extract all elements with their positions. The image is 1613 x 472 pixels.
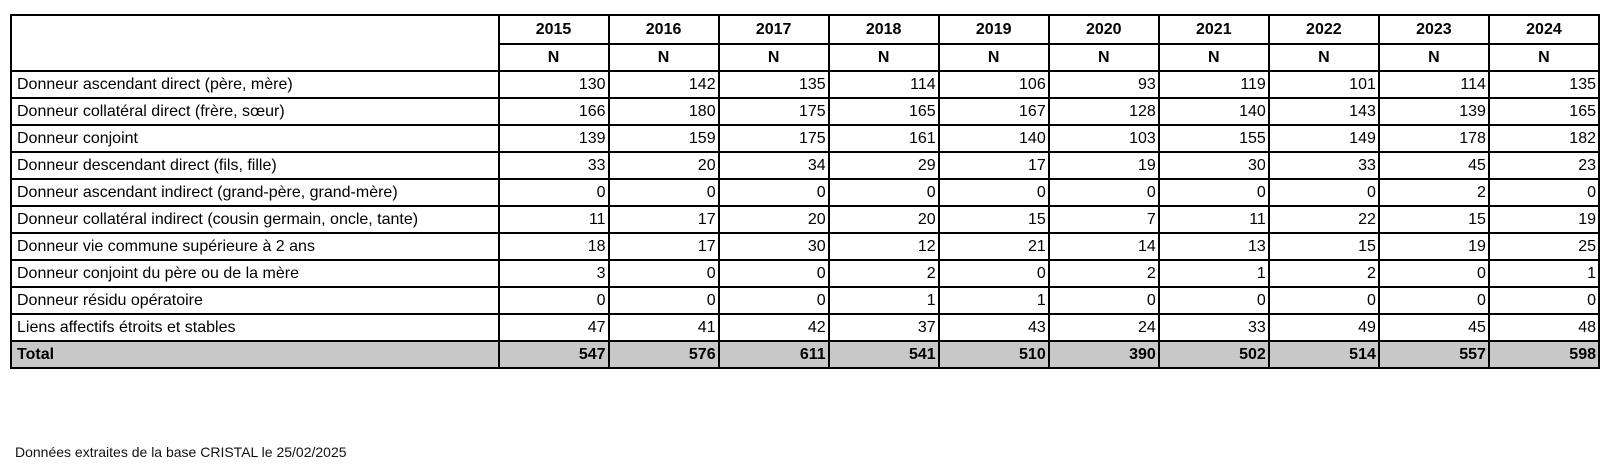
value-cell: 0 [499,179,609,206]
unit-header-cell: N [1159,44,1269,71]
value-cell: 41 [609,314,719,341]
value-cell: 180 [609,98,719,125]
value-cell: 25 [1489,233,1599,260]
unit-header-cell: N [499,44,609,71]
year-header-2015: 2015 [499,15,609,44]
row-label: Donneur vie commune supérieure à 2 ans [11,233,499,260]
value-cell: 130 [499,71,609,98]
table-row [11,260,1599,287]
value-cell: 142 [609,71,719,98]
row-label: Liens affectifs étroits et stables [11,314,499,341]
table-row [11,152,1599,179]
value-cell: 175 [719,98,829,125]
value-cell: 15 [1269,233,1379,260]
source-footnote: Données extraites de la base CRISTAL le 25/02/2025 [15,444,347,460]
value-cell: 0 [499,287,609,314]
value-cell: 103 [1049,125,1159,152]
value-cell: 182 [1489,125,1599,152]
value-cell: 167 [939,98,1049,125]
value-cell: 0 [1489,287,1599,314]
value-cell: 15 [1379,206,1489,233]
total-value-cell: 510 [939,341,1049,368]
value-cell: 128 [1049,98,1159,125]
value-cell: 23 [1489,152,1599,179]
value-cell: 45 [1379,152,1489,179]
value-cell: 165 [1489,98,1599,125]
value-cell: 106 [939,71,1049,98]
header-corner-cell [11,15,499,71]
year-header-2022: 2022 [1269,15,1379,44]
value-cell: 30 [1159,152,1269,179]
value-cell: 34 [719,152,829,179]
value-cell: 20 [609,152,719,179]
value-cell: 7 [1049,206,1159,233]
value-cell: 175 [719,125,829,152]
value-cell: 2 [1269,260,1379,287]
value-cell: 161 [829,125,939,152]
total-value-cell: 557 [1379,341,1489,368]
table-body [11,71,1599,368]
value-cell: 0 [1269,287,1379,314]
value-cell: 2 [1379,179,1489,206]
value-cell: 140 [939,125,1049,152]
value-cell: 0 [609,287,719,314]
value-cell: 135 [1489,71,1599,98]
value-cell: 20 [829,206,939,233]
value-cell: 0 [1379,260,1489,287]
value-cell: 1 [1159,260,1269,287]
total-value-cell: 611 [719,341,829,368]
value-cell: 47 [499,314,609,341]
unit-header-cell: N [1489,44,1599,71]
value-cell: 139 [1379,98,1489,125]
row-label: Donneur conjoint [11,125,499,152]
value-cell: 30 [719,233,829,260]
table-header [11,15,1599,71]
value-cell: 3 [499,260,609,287]
row-label: Donneur descendant direct (fils, fille) [11,152,499,179]
value-cell: 33 [499,152,609,179]
value-cell: 0 [829,179,939,206]
value-cell: 0 [1159,287,1269,314]
value-cell: 0 [1049,179,1159,206]
value-cell: 0 [719,287,829,314]
value-cell: 0 [1489,179,1599,206]
total-value-cell: 547 [499,341,609,368]
table-row [11,179,1599,206]
value-cell: 114 [829,71,939,98]
value-cell: 19 [1379,233,1489,260]
value-cell: 1 [829,287,939,314]
total-value-cell: 502 [1159,341,1269,368]
value-cell: 0 [1049,287,1159,314]
value-cell: 2 [829,260,939,287]
total-value-cell: 598 [1489,341,1599,368]
value-cell: 0 [939,260,1049,287]
value-cell: 15 [939,206,1049,233]
value-cell: 24 [1049,314,1159,341]
value-cell: 33 [1269,152,1379,179]
value-cell: 2 [1049,260,1159,287]
value-cell: 19 [1489,206,1599,233]
value-cell: 165 [829,98,939,125]
total-row [11,341,1599,368]
row-label: Donneur résidu opératoire [11,287,499,314]
value-cell: 114 [1379,71,1489,98]
value-cell: 140 [1159,98,1269,125]
unit-header-cell: N [719,44,829,71]
year-header-2024: 2024 [1489,15,1599,44]
row-label: Donneur ascendant direct (père, mère) [11,71,499,98]
unit-header-cell: N [1049,44,1159,71]
value-cell: 21 [939,233,1049,260]
value-cell: 0 [1269,179,1379,206]
unit-header-cell: N [609,44,719,71]
value-cell: 11 [499,206,609,233]
value-cell: 20 [719,206,829,233]
table-row [11,206,1599,233]
year-header-2019: 2019 [939,15,1049,44]
value-cell: 0 [719,260,829,287]
value-cell: 17 [609,206,719,233]
total-value-cell: 541 [829,341,939,368]
row-label: Donneur collatéral direct (frère, sœur) [11,98,499,125]
value-cell: 13 [1159,233,1269,260]
value-cell: 29 [829,152,939,179]
total-value-cell: 576 [609,341,719,368]
year-header-2023: 2023 [1379,15,1489,44]
value-cell: 1 [1489,260,1599,287]
value-cell: 0 [719,179,829,206]
table-row [11,314,1599,341]
value-cell: 17 [609,233,719,260]
value-cell: 0 [609,179,719,206]
value-cell: 0 [1159,179,1269,206]
value-cell: 14 [1049,233,1159,260]
value-cell: 0 [609,260,719,287]
value-cell: 166 [499,98,609,125]
value-cell: 18 [499,233,609,260]
table-row [11,71,1599,98]
year-header-row [11,15,1599,44]
value-cell: 19 [1049,152,1159,179]
unit-header-cell: N [939,44,1049,71]
value-cell: 93 [1049,71,1159,98]
year-header-2021: 2021 [1159,15,1269,44]
value-cell: 48 [1489,314,1599,341]
value-cell: 12 [829,233,939,260]
total-value-cell: 514 [1269,341,1379,368]
value-cell: 101 [1269,71,1379,98]
unit-header-cell: N [829,44,939,71]
value-cell: 0 [939,179,1049,206]
value-cell: 45 [1379,314,1489,341]
value-cell: 139 [499,125,609,152]
table-row [11,98,1599,125]
value-cell: 178 [1379,125,1489,152]
year-header-2018: 2018 [829,15,939,44]
value-cell: 33 [1159,314,1269,341]
value-cell: 155 [1159,125,1269,152]
value-cell: 22 [1269,206,1379,233]
table-row [11,233,1599,260]
year-header-2017: 2017 [719,15,829,44]
total-label: Total [11,341,499,368]
value-cell: 1 [939,287,1049,314]
value-cell: 49 [1269,314,1379,341]
value-cell: 0 [1379,287,1489,314]
total-value-cell: 390 [1049,341,1159,368]
table-row [11,287,1599,314]
value-cell: 11 [1159,206,1269,233]
value-cell: 143 [1269,98,1379,125]
value-cell: 43 [939,314,1049,341]
row-label: Donneur conjoint du père ou de la mère [11,260,499,287]
unit-header-cell: N [1269,44,1379,71]
value-cell: 159 [609,125,719,152]
table-row [11,125,1599,152]
value-cell: 37 [829,314,939,341]
value-cell: 135 [719,71,829,98]
row-label: Donneur ascendant indirect (grand-père, grand-mère) [11,179,499,206]
value-cell: 149 [1269,125,1379,152]
unit-header-cell: N [1379,44,1489,71]
row-label: Donneur collatéral indirect (cousin germain, oncle, tante) [11,206,499,233]
value-cell: 119 [1159,71,1269,98]
value-cell: 17 [939,152,1049,179]
year-header-2016: 2016 [609,15,719,44]
year-header-2020: 2020 [1049,15,1159,44]
donor-relationship-table [10,14,1600,369]
value-cell: 42 [719,314,829,341]
